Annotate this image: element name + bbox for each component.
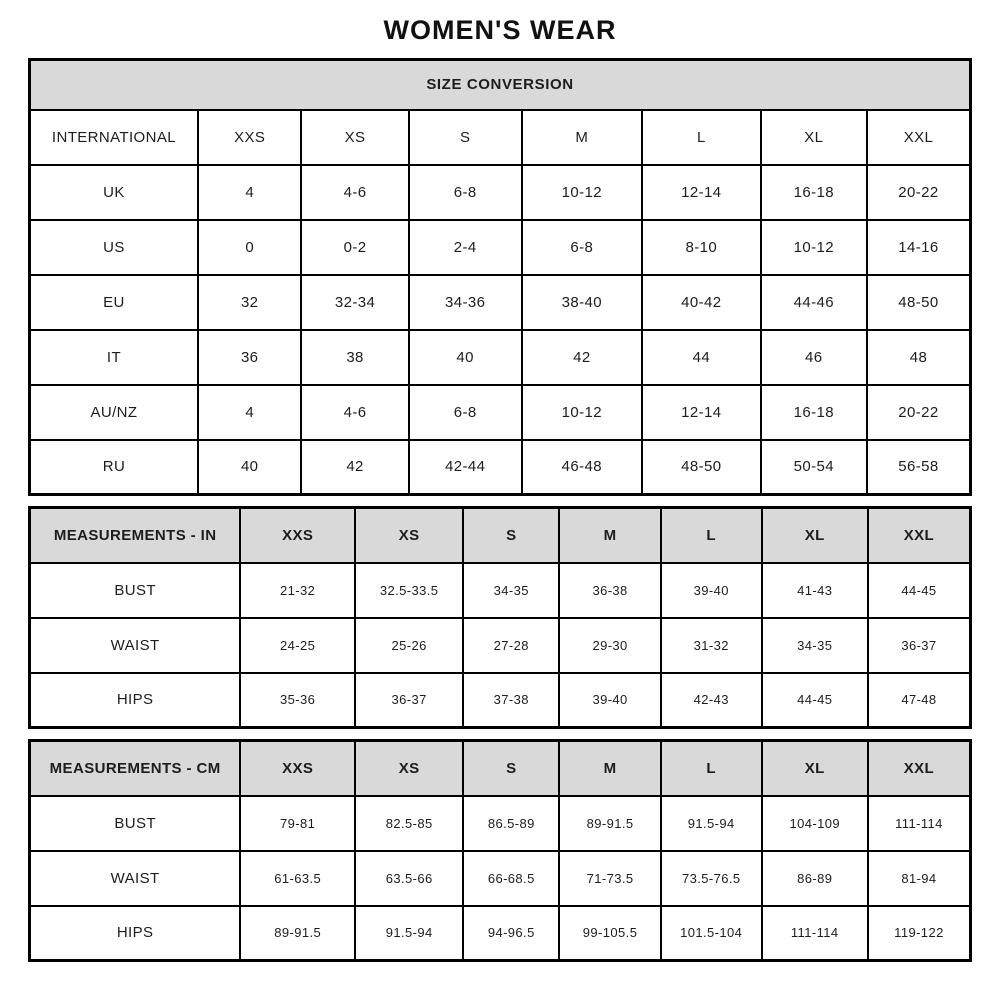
- header-row: [30, 110, 971, 165]
- size-header-cell: L: [661, 508, 762, 563]
- size-conversion-table: [28, 58, 972, 496]
- size-header-cell: XS: [355, 508, 463, 563]
- size-header-cell: M: [559, 741, 661, 796]
- size-header-cell: XXS: [240, 741, 355, 796]
- value-cell: 4-6: [301, 165, 408, 220]
- value-cell: 10-12: [522, 165, 642, 220]
- value-cell: 36-37: [868, 618, 971, 673]
- size-header-cell: S: [463, 508, 559, 563]
- table-title-cell: SIZE CONVERSION: [30, 60, 971, 110]
- row-label-cell: IT: [30, 330, 198, 385]
- data-row: [30, 385, 971, 440]
- size-header-cell: XXS: [240, 508, 355, 563]
- size-header-cell: XXL: [868, 741, 971, 796]
- value-cell: 31-32: [661, 618, 762, 673]
- value-cell: 91.5-94: [355, 906, 463, 961]
- size-header-cell: XL: [762, 741, 868, 796]
- value-cell: 4: [198, 385, 302, 440]
- value-cell: 66-68.5: [463, 851, 559, 906]
- value-cell: 42-43: [661, 673, 762, 728]
- value-cell: 40-42: [642, 275, 761, 330]
- value-cell: 94-96.5: [463, 906, 559, 961]
- row-label-cell: WAIST: [30, 618, 241, 673]
- data-row: [30, 563, 971, 618]
- value-cell: 46: [761, 330, 867, 385]
- value-cell: 39-40: [559, 673, 661, 728]
- data-row: [30, 440, 971, 495]
- value-cell: 71-73.5: [559, 851, 661, 906]
- value-cell: 6-8: [409, 385, 522, 440]
- value-cell: 44: [642, 330, 761, 385]
- size-header-cell: M: [559, 508, 661, 563]
- value-cell: 86.5-89: [463, 796, 559, 851]
- value-cell: 36-37: [355, 673, 463, 728]
- row-label-cell: US: [30, 220, 198, 275]
- value-cell: 36-38: [559, 563, 661, 618]
- size-header-cell: L: [661, 741, 762, 796]
- value-cell: 48-50: [867, 275, 971, 330]
- row-group-header-cell: MEASUREMENTS - CM: [30, 741, 241, 796]
- data-row: [30, 906, 971, 961]
- value-cell: 42: [301, 440, 408, 495]
- value-cell: 14-16: [867, 220, 971, 275]
- value-cell: 46-48: [522, 440, 642, 495]
- value-cell: 61-63.5: [240, 851, 355, 906]
- data-row: [30, 165, 971, 220]
- value-cell: 101.5-104: [661, 906, 762, 961]
- data-row: [30, 796, 971, 851]
- value-cell: 91.5-94: [661, 796, 762, 851]
- value-cell: 10-12: [522, 385, 642, 440]
- value-cell: 2-4: [409, 220, 522, 275]
- data-row: [30, 618, 971, 673]
- value-cell: 44-46: [761, 275, 867, 330]
- value-cell: 48-50: [642, 440, 761, 495]
- value-cell: 40: [198, 440, 302, 495]
- value-cell: 86-89: [762, 851, 868, 906]
- value-cell: 4-6: [301, 385, 408, 440]
- value-cell: 111-114: [868, 796, 971, 851]
- value-cell: 42-44: [409, 440, 522, 495]
- value-cell: 44-45: [762, 673, 868, 728]
- value-cell: 99-105.5: [559, 906, 661, 961]
- table-title-row: [30, 60, 971, 110]
- value-cell: 32.5-33.5: [355, 563, 463, 618]
- value-cell: 34-36: [409, 275, 522, 330]
- value-cell: 24-25: [240, 618, 355, 673]
- size-header-cell: M: [522, 110, 642, 165]
- size-header-cell: XXL: [868, 508, 971, 563]
- value-cell: 12-14: [642, 165, 761, 220]
- data-row: [30, 220, 971, 275]
- row-label-cell: AU/NZ: [30, 385, 198, 440]
- size-header-cell: XS: [301, 110, 408, 165]
- size-header-cell: XXL: [867, 110, 971, 165]
- value-cell: 0-2: [301, 220, 408, 275]
- value-cell: 73.5-76.5: [661, 851, 762, 906]
- value-cell: 44-45: [868, 563, 971, 618]
- size-header-cell: S: [409, 110, 522, 165]
- row-label-cell: HIPS: [30, 673, 241, 728]
- row-group-header-cell: MEASUREMENTS - IN: [30, 508, 241, 563]
- value-cell: 89-91.5: [240, 906, 355, 961]
- value-cell: 82.5-85: [355, 796, 463, 851]
- value-cell: 32-34: [301, 275, 408, 330]
- data-row: [30, 673, 971, 728]
- value-cell: 42: [522, 330, 642, 385]
- value-cell: 32: [198, 275, 302, 330]
- value-cell: 38-40: [522, 275, 642, 330]
- value-cell: 47-48: [868, 673, 971, 728]
- value-cell: 40: [409, 330, 522, 385]
- page-title: WOMEN'S WEAR: [383, 15, 617, 45]
- value-cell: 21-32: [240, 563, 355, 618]
- value-cell: 25-26: [355, 618, 463, 673]
- value-cell: 6-8: [522, 220, 642, 275]
- value-cell: 20-22: [867, 165, 971, 220]
- value-cell: 37-38: [463, 673, 559, 728]
- value-cell: 63.5-66: [355, 851, 463, 906]
- size-header-cell: XS: [355, 741, 463, 796]
- value-cell: 48: [867, 330, 971, 385]
- measurements-cm-table: [28, 739, 972, 962]
- value-cell: 79-81: [240, 796, 355, 851]
- value-cell: 119-122: [868, 906, 971, 961]
- size-header-cell: XL: [761, 110, 867, 165]
- value-cell: 27-28: [463, 618, 559, 673]
- row-label-cell: BUST: [30, 796, 241, 851]
- value-cell: 56-58: [867, 440, 971, 495]
- row-label-cell: EU: [30, 275, 198, 330]
- value-cell: 16-18: [761, 165, 867, 220]
- value-cell: 34-35: [762, 618, 868, 673]
- value-cell: 89-91.5: [559, 796, 661, 851]
- data-row: [30, 330, 971, 385]
- value-cell: 4: [198, 165, 302, 220]
- value-cell: 20-22: [867, 385, 971, 440]
- header-row: [30, 508, 971, 563]
- value-cell: 36: [198, 330, 302, 385]
- size-header-cell: XXS: [198, 110, 302, 165]
- row-label-cell: HIPS: [30, 906, 241, 961]
- value-cell: 50-54: [761, 440, 867, 495]
- value-cell: 41-43: [762, 563, 868, 618]
- data-row: [30, 851, 971, 906]
- size-header-cell: S: [463, 741, 559, 796]
- value-cell: 35-36: [240, 673, 355, 728]
- row-label-cell: WAIST: [30, 851, 241, 906]
- measurements-in-table: [28, 506, 972, 729]
- value-cell: 8-10: [642, 220, 761, 275]
- size-header-cell: XL: [762, 508, 868, 563]
- value-cell: 104-109: [762, 796, 868, 851]
- value-cell: 16-18: [761, 385, 867, 440]
- row-label-cell: RU: [30, 440, 198, 495]
- size-header-cell: L: [642, 110, 761, 165]
- header-row: [30, 741, 971, 796]
- value-cell: 111-114: [762, 906, 868, 961]
- row-label-cell: UK: [30, 165, 198, 220]
- value-cell: 29-30: [559, 618, 661, 673]
- row-group-header-cell: INTERNATIONAL: [30, 110, 198, 165]
- value-cell: 81-94: [868, 851, 971, 906]
- value-cell: 0: [198, 220, 302, 275]
- value-cell: 6-8: [409, 165, 522, 220]
- value-cell: 12-14: [642, 385, 761, 440]
- value-cell: 34-35: [463, 563, 559, 618]
- value-cell: 39-40: [661, 563, 762, 618]
- data-row: [30, 275, 971, 330]
- row-label-cell: BUST: [30, 563, 241, 618]
- value-cell: 10-12: [761, 220, 867, 275]
- value-cell: 38: [301, 330, 408, 385]
